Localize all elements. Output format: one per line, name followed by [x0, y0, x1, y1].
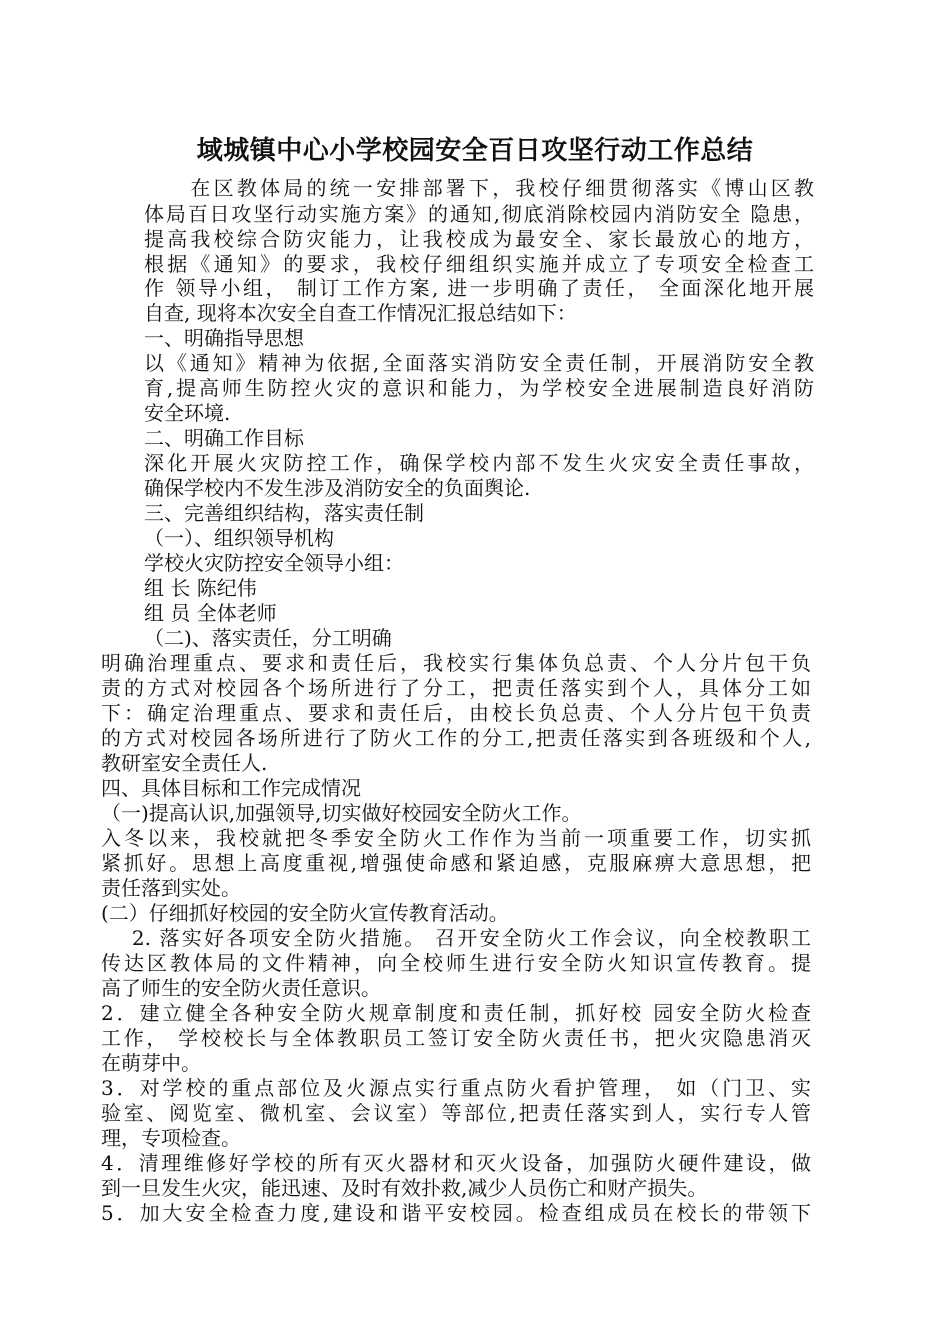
paragraph-line: 责的方式对校园各个场所进行了分工，把责任落实到个人，具体分工如 — [101, 676, 811, 700]
paragraph-line: 以《通知》精神为依据,全面落实消防安全责任制，开展消防安全教 — [144, 351, 814, 375]
paragraph-line: 体局百日攻坚行动实施方案》的通知,彻底消除校园内消防安全 隐患， — [144, 202, 814, 226]
paragraph-line: 学校火灾防控安全领导小组： — [144, 551, 404, 575]
paragraph-line: 确保学校内不发生涉及消防安全的负面舆论. — [144, 476, 531, 500]
section-heading: 四、具体目标和工作完成情况 — [101, 776, 361, 800]
paragraph-line: 作 领导小组， 制订工作方案, 进一步明确了责任， 全面深化地开展 — [144, 276, 814, 300]
paragraph-line: 组 长 陈纪伟 — [144, 576, 257, 600]
paragraph-line: 组 员 全体老师 — [144, 601, 277, 625]
paragraph-line: 提高我校综合防灾能力，让我校成为最安全、家长最放心的地方， — [144, 227, 814, 251]
paragraph-line: 安全环境. — [144, 401, 231, 425]
paragraph-line: 下：确定治理重点、要求和责任后，由校长负总责、个人分片包干负责 — [101, 701, 811, 725]
document-title: 域城镇中心小学校园安全百日攻坚行动工作总结 — [196, 136, 754, 166]
subsection-heading: （二)、落实责任，分工明确 — [144, 626, 392, 650]
paragraph-line: 验室、阅览室、微机室、会议室）等部位,把责任落实到人，实行专人管 — [101, 1101, 811, 1125]
section-heading: 三、完善组织结构，落实责任制 — [144, 501, 424, 525]
paragraph-line: 自查, 现将本次安全自查工作情况汇报总结如下： — [144, 301, 577, 325]
subsection-heading: (二）仔细抓好校园的安全防火宣传教育活动。 — [101, 901, 509, 925]
section-heading: 一、明确指导思想 — [144, 326, 304, 350]
paragraph-line: 5．加大安全检查力度,建设和谐平安校园。检查组成员在校长的带领下 — [101, 1201, 811, 1225]
paragraph-line: 责任落到实处。 — [101, 876, 241, 900]
subsection-heading: （一）、组织领导机构 — [144, 526, 334, 550]
paragraph-line: 高了师生的安全防火责任意识。 — [101, 976, 381, 1000]
paragraph-line: 在萌芽中。 — [101, 1051, 201, 1075]
paragraph-line: 教研室安全责任人. — [101, 751, 268, 775]
paragraph-line: 理，专项检查。 — [101, 1126, 241, 1150]
paragraph-line: 育,提高师生防控火灾的意识和能力，为学校安全进展制造良好消防 — [144, 376, 814, 400]
paragraph-line: 深化开展火灾防控工作，确保学校内部不发生火灾安全责任事故， — [144, 451, 814, 475]
paragraph-line: 4．清理维修好学校的所有灭火器材和灭火设备，加强防火硬件建设，做 — [101, 1151, 811, 1175]
paragraph-line: 3．对学校的重点部位及火源点实行重点防火看护管理， 如（门卫、实 — [101, 1076, 811, 1100]
paragraph-line: 紧抓好。思想上高度重视,增强使命感和紧迫感，克服麻痹大意思想，把 — [101, 851, 811, 875]
paragraph-line: 到一旦发生火灾，能迅速、及时有效扑救,减少人员伤亡和财产损失。 — [101, 1176, 708, 1200]
paragraph-line: 的方式对校园各场所进行了防火工作的分工,把责任落实到各班级和个人, — [101, 726, 811, 750]
paragraph-line: 明确治理重点、要求和责任后，我校实行集体负总责、个人分片包干负 — [101, 651, 811, 675]
paragraph-line: 2. 落实好各项安全防火措施。 召开安全防火工作会议，向全校教职工 — [101, 926, 811, 950]
paragraph-line: 2．建立健全各种安全防火规章制度和责任制，抓好校 园安全防火检查 — [101, 1001, 811, 1025]
paragraph-line: 工作， 学校校长与全体教职员工签订安全防火责任书，把火灾隐患消灭 — [101, 1026, 811, 1050]
section-heading: 二、明确工作目标 — [144, 426, 304, 450]
paragraph-line: 传达区教体局的文件精神，向全校师生进行安全防火知识宣传教育。提 — [101, 951, 811, 975]
subsection-heading: （一)提高认识,加强领导,切实做好校园安全防火工作。 — [101, 801, 582, 825]
paragraph-line: 根据《通知》的要求，我校仔细组织实施并成立了专项安全检查工 — [144, 252, 814, 276]
paragraph-line: 在区教体局的统一安排部署下，我校仔细贯彻落实《博山区教 — [144, 176, 814, 200]
paragraph-line: 入冬以来，我校就把冬季安全防火工作作为当前一项重要工作，切实抓 — [101, 826, 811, 850]
